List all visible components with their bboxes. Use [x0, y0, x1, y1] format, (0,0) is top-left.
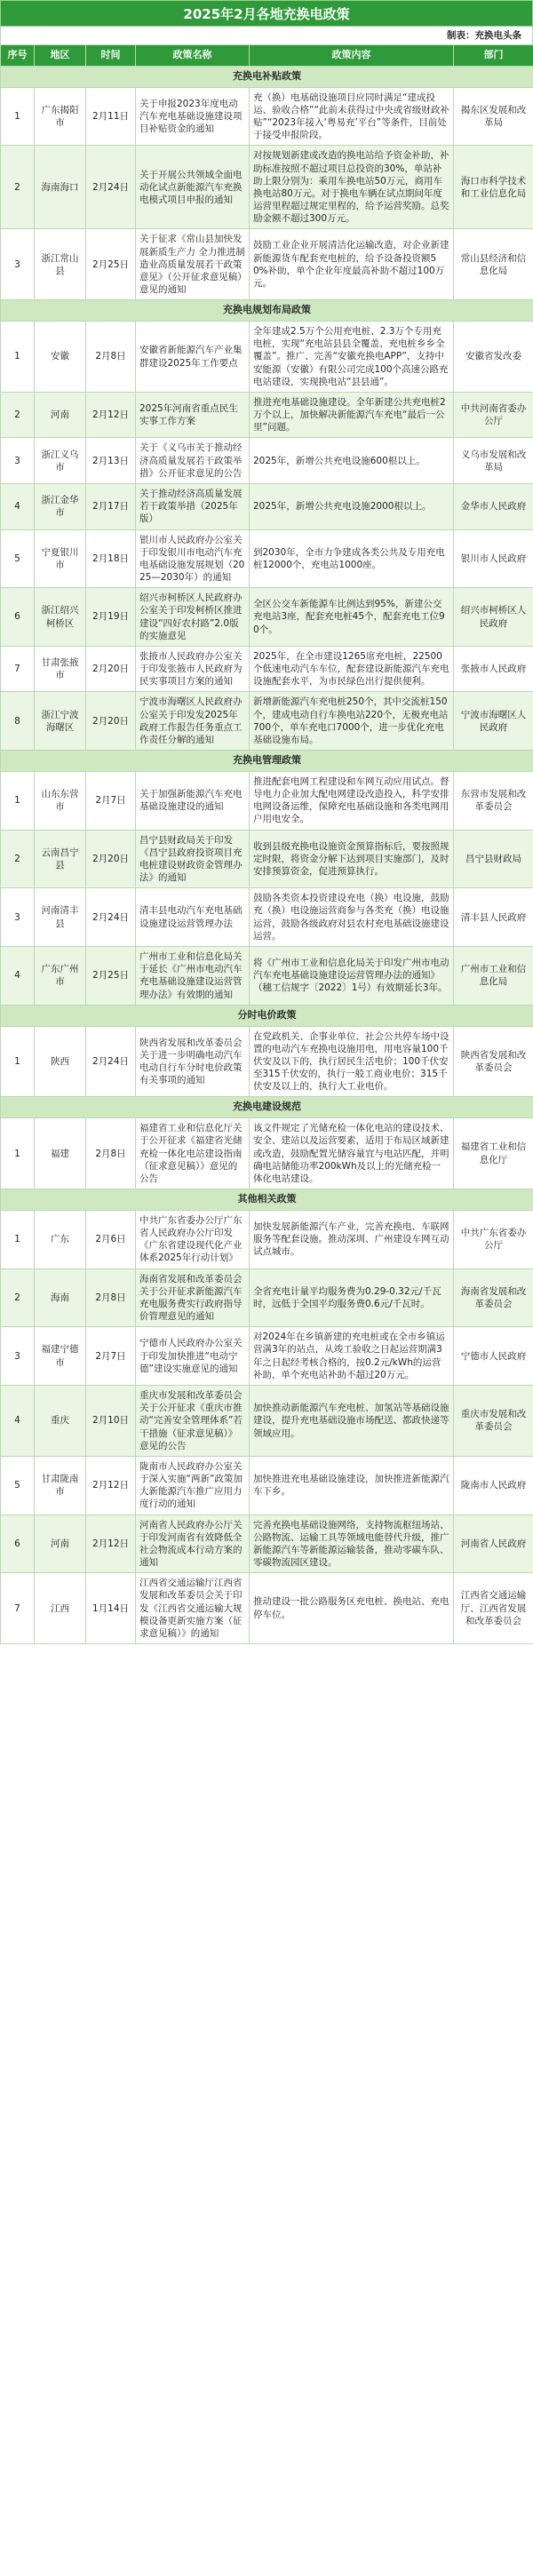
cell-policy-content: 完善充换电基础设施网络，支持物流枢纽场站、公路物流、运输工具等领域电能替代升级，推广新能源汽车等新能源运输装备，推动零碳车队、零碳物流园区建设。 — [250, 1515, 454, 1573]
cell-date: 2月7日 — [86, 1327, 136, 1386]
source-credit: 制表：充换电头条 — [0, 27, 533, 44]
cell-department: 陇南市人民政府 — [454, 1456, 533, 1515]
section-header-row — [1, 1097, 533, 1118]
cell-department: 绍兴市柯桥区人民政府 — [454, 588, 533, 647]
section-header-row — [1, 1189, 533, 1211]
cell-department: 银川市人民政府 — [454, 529, 533, 588]
cell-date: 2月6日 — [86, 1210, 136, 1268]
cell-number: 3 — [1, 229, 35, 300]
cell-number: 8 — [1, 692, 35, 751]
cell-policy-content: 将《广州市工业和信息化局关于印发广州市电动汽车充电基础设施建设运营管理办法的通知》（穗工信规字〔2022〕1号）有效期延长3年。 — [250, 947, 454, 1006]
cell-region: 广东揭阳市 — [35, 87, 86, 146]
cell-policy-content: 全年建成2.5万个公用充电桩、2.3万个专用充电桩，实现“充电站县县全覆盖、充电桩乡乡全覆盖”。推广、完善“安徽充换电APP”，支持中安能源（安徽）有限公司完成100个高速公路充电站建设，实现换电站“县县通”。 — [250, 322, 454, 393]
cell-number: 2 — [1, 392, 35, 438]
cell-region: 福建 — [35, 1118, 86, 1189]
cell-department: 揭东区发展和改革局 — [454, 87, 533, 146]
cell-date: 2月12日 — [86, 1515, 136, 1573]
header-region: 地区 — [35, 45, 86, 67]
table-row — [1, 692, 533, 751]
table-row — [1, 888, 533, 947]
cell-policy-name: 关于征求《常山县加快发展新质生产力 全力推进制造业高质量发展若干政策意见》（公开征求意见稿）意见的通知 — [136, 229, 250, 300]
cell-policy-content: 到2030年，全市力争建成各类公共及专用充电桩12000个，充电站1000座。 — [250, 529, 454, 588]
cell-date: 2月11日 — [86, 87, 136, 146]
cell-department: 昌宁县财政局 — [454, 830, 533, 888]
cell-region: 重庆 — [35, 1386, 86, 1457]
cell-policy-content: 2025年，在全市建设1265席充电桩，22500个低速电动汽车车位，配套建设新能源汽车充电设施配套水平，为市民绿色出行提供便利。 — [250, 646, 454, 692]
cell-policy-name: 重庆市发展和改革委员会关于公开征求《重庆市推动“完善安全管理体系”若干措施（征求意见稿）》意见的公告 — [136, 1386, 250, 1457]
cell-policy-name: 中共广东省委办公厅广东省人民政府办公厅印发《广东省建设现代化产业体系2025年行动计划》 — [136, 1210, 250, 1268]
cell-number: 1 — [1, 322, 35, 393]
cell-policy-content: 对按规划新建或改造的换电站给予资金补助，补助标准按照不超过项目总投资的30%，单站补助上限分别为：乘用车换电站50万元，商用车换电站80万元。对于换电车辆在试点期间年度运营里程超过规定里程的，给予运营奖励。总奖励金额不超过300万元。 — [250, 146, 454, 229]
cell-region: 安徽 — [35, 322, 86, 393]
table-row — [1, 484, 533, 530]
cell-number: 3 — [1, 888, 35, 947]
section-title: 充换电建设规范 — [1, 1097, 533, 1118]
cell-region: 江西 — [35, 1573, 86, 1644]
cell-region: 浙江宁波海曙区 — [35, 692, 86, 751]
cell-region: 海南 — [35, 1268, 86, 1327]
cell-policy-name: 昌宁县财政局关于印发《昌宁县政府投资项目充电桩建设财政资金管理办法》的通知 — [136, 830, 250, 888]
cell-number: 1 — [1, 1026, 35, 1097]
cell-number: 7 — [1, 1573, 35, 1644]
cell-policy-content: 推进充电基础设施建设。全年新建公共充电桩2万个以上，加快解决新能源汽车充电“最后一公里”问题。 — [250, 392, 454, 438]
cell-policy-content: 2025年，新增公共充电设施600根以上。 — [250, 438, 454, 484]
cell-region: 浙江义乌市 — [35, 438, 86, 484]
section-title: 充换电规划布局政策 — [1, 300, 533, 322]
cell-department: 清丰县人民政府 — [454, 888, 533, 947]
cell-policy-name: 银川市人民政府办公室关于印发银川市电动汽车充电基础设施发展规划（2025—2030年）的通知 — [136, 529, 250, 588]
cell-policy-content: 该文件规定了光储充检一体化电站的建设技术、安全、建站以及运营要素，适用于布局区域新建或改造，鼓励配置光储容量宜与电站匹配，并明确电站储能功率200kWh及以上的光储充检一体化电站建设。 — [250, 1118, 454, 1189]
table-row — [1, 646, 533, 692]
cell-number: 3 — [1, 1327, 35, 1386]
table-row — [1, 1327, 533, 1386]
cell-department: 海口市科学技术和工业信息化局 — [454, 146, 533, 229]
cell-department: 中共广东省委办公厅 — [454, 1210, 533, 1268]
cell-policy-name: 宁德市人民政府办公室关于印发加快推进“电动宁德”建设实施意见的通知 — [136, 1327, 250, 1386]
cell-date: 2月8日 — [86, 1118, 136, 1189]
cell-date: 2月24日 — [86, 888, 136, 947]
cell-department: 义乌市发展和改革局 — [454, 438, 533, 484]
cell-policy-content: 鼓励各类资本投资建设充电（换）电设施，鼓励充（换）电设施运营商参与各类充（换）电设施运营，鼓励各级政府对县农村充电基础设施建设运营。 — [250, 888, 454, 947]
cell-policy-name: 安徽省新能源汽车产业集群建设2025年工作要点 — [136, 322, 250, 393]
section-title: 其他相关政策 — [1, 1189, 533, 1211]
cell-date: 2月24日 — [86, 146, 136, 229]
cell-date: 1月14日 — [86, 1573, 136, 1644]
cell-department: 安徽省发改委 — [454, 322, 533, 393]
cell-policy-name: 关于开展公共领域全面电动化试点新能源汽车充换电模式项目申报的通知 — [136, 146, 250, 229]
section-title: 充换电补贴政策 — [1, 66, 533, 87]
cell-policy-name: 广州市工业和信息化局关于延长《广州市电动汽车充电基础设施建设运营管理办法》有效期的通知 — [136, 947, 250, 1006]
header-no: 序号 — [1, 45, 35, 67]
table-row — [1, 1118, 533, 1189]
cell-policy-name: 张掖市人民政府办公室关于印发张掖市人民政府为民实事项目方案的通知 — [136, 646, 250, 692]
cell-region: 广东 — [35, 1210, 86, 1268]
cell-policy-name: 河南省人民政府办公厅关于印发河南省有效降低全社会物流成本行动方案的通知 — [136, 1515, 250, 1573]
table-row — [1, 830, 533, 888]
cell-number: 1 — [1, 1210, 35, 1268]
cell-region: 海南海口 — [35, 146, 86, 229]
cell-department: 常山县经济和信息化局 — [454, 229, 533, 300]
cell-department: 中共河南省委办公厅 — [454, 392, 533, 438]
cell-date: 2月24日 — [86, 1026, 136, 1097]
cell-department: 重庆市发展和改革委员会 — [454, 1386, 533, 1457]
cell-department: 陕西省发展和改革委员会 — [454, 1026, 533, 1097]
cell-date: 2月8日 — [86, 322, 136, 393]
cell-department: 宁波市海曙区人民政府 — [454, 692, 533, 751]
table-row — [1, 87, 533, 146]
cell-date: 2月7日 — [86, 771, 136, 830]
cell-policy-content: 加快推动新能源汽车充电桩、加氢站等基础设施建设，提升充电基础设施市场配送、都政快递等领域应用。 — [250, 1386, 454, 1457]
cell-policy-content: 充（换）电基础设施项目应同时满足“建成投运、验收合格”“此前未获得过中央或省级财政补贴”“2023年接入‘粤易充’平台”等条件，目前处于接受申报阶段。 — [250, 87, 454, 146]
section-header-row — [1, 751, 533, 772]
cell-date: 2月17日 — [86, 484, 136, 530]
cell-date: 2月18日 — [86, 529, 136, 588]
cell-number: 2 — [1, 146, 35, 229]
section-title: 分时电价政策 — [1, 1005, 533, 1026]
cell-number: 4 — [1, 484, 35, 530]
cell-region: 广东广州市 — [35, 947, 86, 1006]
cell-department: 金华市人民政府 — [454, 484, 533, 530]
cell-region: 河南清丰县 — [35, 888, 86, 947]
cell-policy-content: 新增新能源汽车充电桩250个，其中交流桩150个，建成电动自行车换电站220个，无极充电站700个，单车充电口7000个，进一步优化充电基础设施布局。 — [250, 692, 454, 751]
cell-policy-name: 关于申报2023年度电动汽车充电基础设施建设项目补贴资金的通知 — [136, 87, 250, 146]
cell-policy-name: 绍兴市柯桥区人民政府办公室关于印发柯桥区推进建设“四好农村路”2.0版的实施意见 — [136, 588, 250, 647]
cell-policy-name: 海南省发展和改革委员会关于公开征求新能源汽车充电服务费实行政府指导价管理意见的通知 — [136, 1268, 250, 1327]
cell-region: 甘肃陇南市 — [35, 1456, 86, 1515]
cell-date: 2月25日 — [86, 947, 136, 1006]
table-row — [1, 529, 533, 588]
cell-date: 2月12日 — [86, 392, 136, 438]
cell-number: 4 — [1, 947, 35, 1006]
cell-region: 浙江绍兴柯桥区 — [35, 588, 86, 647]
cell-policy-name: 宁波市海曙区人民政府办公室关于印发发2025年政府工作报告任务重点工作责任分解的通知 — [136, 692, 250, 751]
table-row — [1, 1268, 533, 1327]
table-row — [1, 1456, 533, 1515]
table-row — [1, 947, 533, 1006]
table-row — [1, 588, 533, 647]
table-row — [1, 771, 533, 830]
cell-region: 云南昌宁县 — [35, 830, 86, 888]
cell-region: 宁夏银川市 — [35, 529, 86, 588]
cell-date: 2月25日 — [86, 229, 136, 300]
cell-department: 海南省发展和改革委员会 — [454, 1268, 533, 1327]
table-row — [1, 229, 533, 300]
cell-date: 2月19日 — [86, 588, 136, 647]
cell-policy-name: 陕西省发展和改革委员会关于进一步明确电动汽车电动自行车分时电价政策有关事项的通知 — [136, 1026, 250, 1097]
table-row — [1, 1026, 533, 1097]
cell-region: 福建宁德市 — [35, 1327, 86, 1386]
table-row — [1, 1573, 533, 1644]
cell-number: 4 — [1, 1386, 35, 1457]
cell-region: 河南 — [35, 1515, 86, 1573]
cell-policy-name: 陇南市人民政府办公室关于深入实施“两新”政策加大新能源汽车推广应用力度行动的通知 — [136, 1456, 250, 1515]
cell-number: 3 — [1, 438, 35, 484]
header-policy-content: 政策内容 — [250, 45, 454, 67]
cell-region: 甘肃张掖市 — [35, 646, 86, 692]
header-department: 部门 — [454, 45, 533, 67]
table-row — [1, 392, 533, 438]
table-row — [1, 1386, 533, 1457]
table-row — [1, 1515, 533, 1573]
cell-date: 2月10日 — [86, 1386, 136, 1457]
section-header-row — [1, 300, 533, 322]
cell-department: 江西省交通运输厅、江西省发展和改革委员会 — [454, 1573, 533, 1644]
cell-policy-content: 推动建设一批公路服务区充电桩、换电站、充电停车位。 — [250, 1573, 454, 1644]
table-header-row — [1, 45, 533, 67]
cell-number: 6 — [1, 588, 35, 647]
table-row — [1, 438, 533, 484]
section-header-row — [1, 1005, 533, 1026]
cell-policy-name: 福建省工业和信息化厅关于公开征求《福建省光储充检一体化电站建设指南（征求意见稿）》意见的公告 — [136, 1118, 250, 1189]
table-row — [1, 1210, 533, 1268]
table-row — [1, 146, 533, 229]
cell-department: 张掖市人民政府 — [454, 646, 533, 692]
cell-policy-name: 关于《义乌市关于推动经济高质量发展若干政策举措》公开征求意见的公告 — [136, 438, 250, 484]
cell-policy-content: 加快发展新能源汽车产业，完善充换电、车联网服务等配套设施。推动深圳、广州建设车网互动试点城市。 — [250, 1210, 454, 1268]
cell-policy-content: 全区公交车新能源车比例达到95%，新建公交充电站3座，配套充电桩45个，配套充电工位90个。 — [250, 588, 454, 647]
cell-department: 广州市工业和信息化局 — [454, 947, 533, 1006]
cell-number: 6 — [1, 1515, 35, 1573]
cell-policy-content: 推进配套电网工程建设和车网互动应用试点。督导电力企业加大配电网建设改造投入，科学安排电网设备运维，保障充电基础设施和各类电网用户用电安全。 — [250, 771, 454, 830]
cell-region: 河南 — [35, 392, 86, 438]
cell-policy-name: 2025年河南省重点民生实事工作方案 — [136, 392, 250, 438]
cell-department: 福建省工业和信息化厅 — [454, 1118, 533, 1189]
cell-policy-content: 收到县级充换电设施资金预算指标后，要按照规定时限，将资金分解下达到项目实施部门，及时安排预算资金，促进预算执行。 — [250, 830, 454, 888]
cell-number: 2 — [1, 830, 35, 888]
policy-table — [0, 44, 533, 1644]
cell-number: 1 — [1, 1118, 35, 1189]
section-header-row — [1, 66, 533, 87]
cell-policy-content: 加快推进充电基础设施建设，加快推进新能源汽车下乡。 — [250, 1456, 454, 1515]
page-title: 2025年2月各地充换电政策 — [0, 0, 533, 27]
section-title: 充换电管理政策 — [1, 751, 533, 772]
cell-region: 浙江常山县 — [35, 229, 86, 300]
cell-department: 河南省人民政府 — [454, 1515, 533, 1573]
cell-policy-name: 清丰县电动汽车充电基础设施建设运营管理办法 — [136, 888, 250, 947]
cell-number: 2 — [1, 1268, 35, 1327]
cell-policy-name: 关于加强新能源汽车充电基础设施建设的通知 — [136, 771, 250, 830]
cell-region: 浙江金华市 — [35, 484, 86, 530]
table-row — [1, 322, 533, 393]
cell-department: 宁德市人民政府 — [454, 1327, 533, 1386]
cell-policy-content: 2025年，新增公共充电设施2000根以上。 — [250, 484, 454, 530]
cell-policy-content: 在党政机关、企事业单位、社会公共停车场中设置的电动汽车充换电设施用电，用电容量100千伏安及以下的，执行居民生活电价；100千伏安至315千伏安的，执行一般工商业电价；315千伏安及以上的，执行大工业电价。 — [250, 1026, 454, 1097]
cell-policy-content: 鼓励工业企业开展清洁化运输改造，对企业新建新能源货车配套充电桩的，给予设备投资额50%补助，单个企业年度最高补助不超过100万元。 — [250, 229, 454, 300]
table-body — [1, 66, 533, 1643]
header-policy-name: 政策名称 — [136, 45, 250, 67]
cell-policy-name: 江西省交通运输厅江西省发展和改革委员会关于印发《江西省交通运输大规模设备更新实施方案（征求意见稿）》的通知 — [136, 1573, 250, 1644]
cell-date: 2月20日 — [86, 692, 136, 751]
cell-date: 2月20日 — [86, 830, 136, 888]
cell-policy-content: 对2024年在乡镇新建的充电桩或在全市乡镇运营满3年的站点，从竣工验收之日起运营期满3年之日起经考核合格的，按0.2元/kWh的运营补助，单个充电站补助不超过20万元。 — [250, 1327, 454, 1386]
cell-date: 2月20日 — [86, 646, 136, 692]
cell-date: 2月8日 — [86, 1268, 136, 1327]
cell-department: 东营市发展和改革委员会 — [454, 771, 533, 830]
cell-number: 1 — [1, 771, 35, 830]
cell-number: 5 — [1, 1456, 35, 1515]
cell-region: 山东东营市 — [35, 771, 86, 830]
cell-date: 2月13日 — [86, 438, 136, 484]
header-date: 时间 — [86, 45, 136, 67]
cell-policy-name: 关于推动经济高质量发展若干政策举措（2025年版） — [136, 484, 250, 530]
cell-number: 7 — [1, 646, 35, 692]
cell-region: 陕西 — [35, 1026, 86, 1097]
cell-policy-content: 全省充电计量平均服务费为0.29-0.32元/千瓦时，远低于全国平均服务费0.6元/千瓦时。 — [250, 1268, 454, 1327]
cell-number: 5 — [1, 529, 35, 588]
cell-number: 1 — [1, 87, 35, 146]
cell-date: 2月12日 — [86, 1456, 136, 1515]
